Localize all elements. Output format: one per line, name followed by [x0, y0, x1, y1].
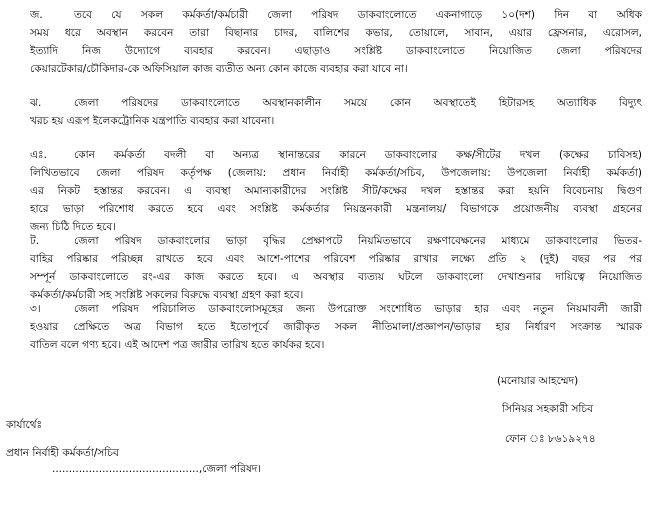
- paragraph-line: জ. তবে যে সকল কর্মকর্তা/কর্মচারী জেলা পরিষদ ডাকবাংলোতে একনাগাড়ে ১০(দশ) দিন বা অধিক: [30, 6, 642, 24]
- district-fill-line: ............................................,জেলা পরিষদ।: [52, 463, 262, 475]
- action-heading: কার্যার্থেঃ: [6, 419, 43, 431]
- paragraph-marker: জ.: [30, 9, 43, 21]
- paragraph-line: ঝ. জেলা পরিষদের ডাকবাংলোতে অবস্থানকালীন সময়ে কোন অবস্থাতেই হিটারসহ অত্যাধিক বিদ্যুৎ: [30, 94, 642, 112]
- paragraph-line: জন্য চিঠি দিতে হবে।: [30, 221, 116, 233]
- paragraph-line: সম্পূর্ন ডাকবাংলোতে রং-এর কাজ করতে হবে। এ অবস্থার ব্যত্যয় ঘটলে ডাকবাংলো দেখাশুনার দায়িত্বে নিয়োজিত: [30, 271, 642, 283]
- paragraph-line: বাতিল বলে গণ্য হবে। এই আদেশ পত্র জারীর তারিখ হতে কার্যকর হবে।: [30, 339, 325, 351]
- paragraph-marker: ঝ.: [30, 97, 42, 109]
- action-recipient: প্রধান নির্বাহী কর্মকর্তা/সচিব: [6, 447, 119, 459]
- signatory-designation: সিনিয়র সহকারী সচিব: [502, 403, 593, 415]
- paragraph-marker: এঃ.: [30, 149, 47, 161]
- paragraph-marker: ট.: [30, 235, 40, 247]
- paragraph-marker: ৩।: [30, 303, 41, 315]
- paragraph-line: ৩। জেলা পরিষদ পরিচালিত ডাকবাংলোসমূহের জন্য উপরোক্ত সংশোধিত ভাড়ার হার এবং নতুন নিয়মাবলী জারী: [30, 300, 642, 318]
- paragraph-line: এঃ. কোন কর্মকর্তা বদলী বা অন্যত্র স্থানান্তরের কারনে ডাকবাংলোর কক্ষ/সীটের দখল (কক্ষের চাবিসহ): [30, 146, 642, 164]
- paragraph-line: ইত্যাদি নিজ উদ্যোগে ব্যবহার করবেন। এছাড়াও সংশ্লিষ্ট ডাকবাংলোতে নিয়োজিত জেলা পরিষদের: [30, 45, 642, 57]
- paragraph-line: কেয়ারটেকার/চৌকিদার-কে অফিসিয়াল কাজ ব্যতীত অন্য কোন কাজে ব্যবহার করা যাবে না।: [30, 63, 408, 75]
- paragraph-ja: [30, 6, 642, 78]
- paragraph-jha: [30, 94, 642, 130]
- phone-number: ফোন ঃ ৮৬১৯২৭৪: [505, 433, 596, 445]
- paragraph-three: [30, 300, 642, 354]
- paragraph-line: লিখিতভাবে জেলা পরিষদ কর্তৃপক্ষ (জেলায়: প্রধান নির্বাহী কর্মকর্তা/সচিব, উপজেলায়: উপজেলা নির্বাহী কর্মকর্তা): [30, 167, 642, 179]
- paragraph-nya: [30, 146, 642, 236]
- paragraph-line: এর নিকট হস্তান্তর করবেন। এ ব্যবস্থা অমান্যকারীদের সংশ্লিষ্ট সীট/কক্ষের দখল হস্তান্তর করা হয়নি বিবেচনায় দ্বিগুণ: [30, 185, 642, 197]
- paragraph-line: ট. জেলা পরিষদ ডাকবাংলোর ভাড়া বৃদ্ধির প্রেক্ষাপটে নিয়মিতভাবে রক্ষণাবেক্ষনের মাধ্যমে ডাকবাংলোর ভিতর-: [30, 232, 642, 250]
- paragraph-ta: [30, 232, 642, 304]
- signatory-name: (মনোয়ার আহম্মেদ): [497, 375, 579, 387]
- paragraph-line: কর্মকর্তা/কর্মচারী সহ সংশ্লিষ্ট সকলের বিরুদ্ধে ব্যবস্থা গ্রহণ করা হবে।: [30, 289, 304, 301]
- paragraph-line: সময় ধরে অবস্থান করবেন তারা বিছানার চাদর, বালিশের কভার, তোয়ালে, সাবান, এয়ার ফ্রেসনার, এরোসল,: [30, 27, 642, 39]
- paragraph-line: বাহির পরিষ্কার পরিচ্ছন্ন রাখতে হবে এবং আশে-পাশের পরিবেশ পরিষ্কার রাখার লক্ষ্যে প্রতি ২ (দুই) বছর পর পর: [30, 253, 642, 265]
- paragraph-line: খরচ হয় এরূপ ইলেকট্রোনিক যন্ত্রপাতি ব্যবহার করা যাবেনা।: [30, 115, 275, 127]
- paragraph-line: হারে ভাড়া পরিশোধ করতে হবে এবং সংশ্লিষ্ট কর্মকর্তার নিয়ন্ত্রনকারী মন্ত্রনালয়/ বিভাগকে প্রয়োজনীয় ব্যবস্থা গ্রহনের: [30, 203, 642, 215]
- paragraph-line: হওয়ার প্রেক্ষিতে অত্র বিভাগ হতে ইতোপূর্বে জারীকৃত সকল নীতিমালা/প্রজ্ঞাপন/ভাড়ার হার নির্ধারণ সংক্রান্ত স্মারক: [30, 321, 642, 333]
